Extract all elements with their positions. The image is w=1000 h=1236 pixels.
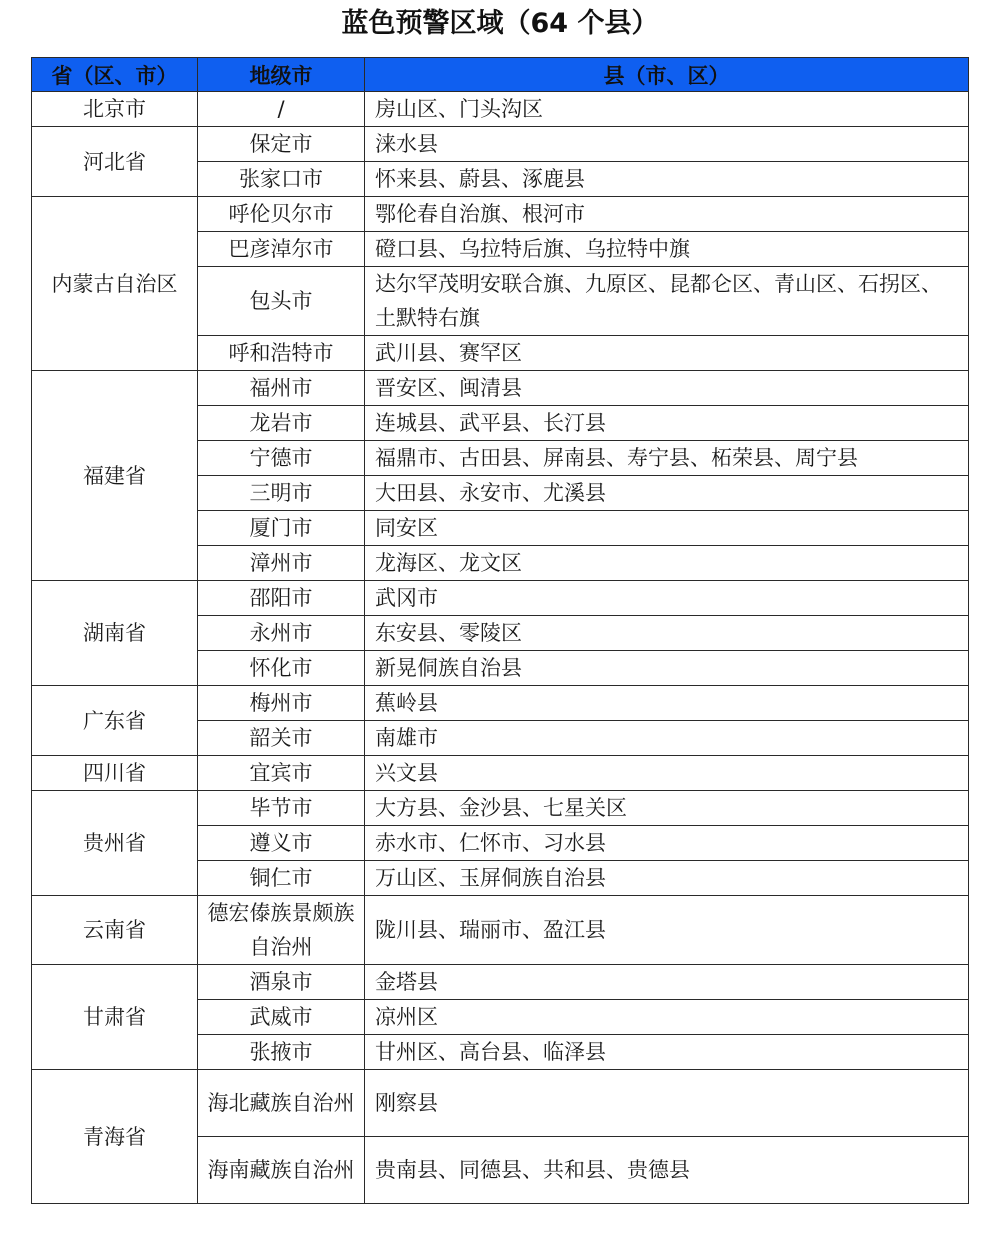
county-cell: 怀来县、蔚县、涿鹿县 <box>365 162 969 197</box>
city-cell: 巴彦淖尔市 <box>198 232 365 267</box>
city-cell: 邵阳市 <box>198 581 365 616</box>
warning-region-table <box>31 57 969 1204</box>
table-row <box>32 756 969 791</box>
county-cell: 龙海区、龙文区 <box>365 546 969 581</box>
county-cell: 晋安区、闽清县 <box>365 371 969 406</box>
city-cell: 宁德市 <box>198 441 365 476</box>
county-cell: 磴口县、乌拉特后旗、乌拉特中旗 <box>365 232 969 267</box>
table-body <box>32 92 969 1204</box>
county-cell: 凉州区 <box>365 1000 969 1035</box>
city-cell: 海北藏族自治州 <box>198 1070 365 1137</box>
county-cell: 万山区、玉屏侗族自治县 <box>365 861 969 896</box>
county-cell: 大田县、永安市、尤溪县 <box>365 476 969 511</box>
province-cell: 河北省 <box>32 127 198 197</box>
city-cell: 梅州市 <box>198 686 365 721</box>
province-cell: 四川省 <box>32 756 198 791</box>
header-province: 省（区、市） <box>32 58 198 92</box>
table-row <box>32 127 969 162</box>
table-row <box>32 1070 969 1137</box>
table-header-row <box>32 58 969 92</box>
city-cell: 保定市 <box>198 127 365 162</box>
county-cell: 涞水县 <box>365 127 969 162</box>
city-cell: 海南藏族自治州 <box>198 1137 365 1204</box>
city-cell: 武威市 <box>198 1000 365 1035</box>
county-cell: 连城县、武平县、长汀县 <box>365 406 969 441</box>
county-cell: 金塔县 <box>365 965 969 1000</box>
county-cell: 新晃侗族自治县 <box>365 651 969 686</box>
city-cell: / <box>198 92 365 127</box>
table-row <box>32 896 969 965</box>
province-cell: 广东省 <box>32 686 198 756</box>
table-row <box>32 791 969 826</box>
city-cell: 遵义市 <box>198 826 365 861</box>
table-row <box>32 92 969 127</box>
county-cell: 赤水市、仁怀市、习水县 <box>365 826 969 861</box>
province-cell: 湖南省 <box>32 581 198 686</box>
header-county: 县（市、区） <box>365 58 969 92</box>
city-cell: 张家口市 <box>198 162 365 197</box>
province-cell: 青海省 <box>32 1070 198 1204</box>
county-cell: 同安区 <box>365 511 969 546</box>
city-cell: 漳州市 <box>198 546 365 581</box>
city-cell: 呼伦贝尔市 <box>198 197 365 232</box>
page-title: 蓝色预警区域（64 个县） <box>341 8 659 39</box>
table-row <box>32 371 969 406</box>
city-cell: 酒泉市 <box>198 965 365 1000</box>
city-cell: 厦门市 <box>198 511 365 546</box>
city-cell: 龙岩市 <box>198 406 365 441</box>
province-cell: 甘肃省 <box>32 965 198 1070</box>
province-cell: 贵州省 <box>32 791 198 896</box>
province-cell: 福建省 <box>32 371 198 581</box>
table-row <box>32 686 969 721</box>
table-row <box>32 965 969 1000</box>
city-cell: 怀化市 <box>198 651 365 686</box>
table-row <box>32 197 969 232</box>
city-cell: 德宏傣族景颇族自治州 <box>198 896 365 965</box>
county-cell: 刚察县 <box>365 1070 969 1137</box>
province-cell: 云南省 <box>32 896 198 965</box>
county-cell: 贵南县、同德县、共和县、贵德县 <box>365 1137 969 1204</box>
county-cell: 房山区、门头沟区 <box>365 92 969 127</box>
county-cell: 武冈市 <box>365 581 969 616</box>
city-cell: 永州市 <box>198 616 365 651</box>
county-cell: 蕉岭县 <box>365 686 969 721</box>
header-city: 地级市 <box>198 58 365 92</box>
county-cell: 东安县、零陵区 <box>365 616 969 651</box>
county-cell: 福鼎市、古田县、屏南县、寿宁县、柘荣县、周宁县 <box>365 441 969 476</box>
city-cell: 呼和浩特市 <box>198 336 365 371</box>
city-cell: 铜仁市 <box>198 861 365 896</box>
province-cell: 北京市 <box>32 92 198 127</box>
county-cell: 兴文县 <box>365 756 969 791</box>
city-cell: 张掖市 <box>198 1035 365 1070</box>
table-row <box>32 581 969 616</box>
city-cell: 宜宾市 <box>198 756 365 791</box>
county-cell: 大方县、金沙县、七星关区 <box>365 791 969 826</box>
county-cell: 武川县、赛罕区 <box>365 336 969 371</box>
county-cell: 达尔罕茂明安联合旗、九原区、昆都仑区、青山区、石拐区、土默特右旗 <box>365 267 969 336</box>
city-cell: 毕节市 <box>198 791 365 826</box>
city-cell: 韶关市 <box>198 721 365 756</box>
county-cell: 鄂伦春自治旗、根河市 <box>365 197 969 232</box>
county-cell: 陇川县、瑞丽市、盈江县 <box>365 896 969 965</box>
county-cell: 南雄市 <box>365 721 969 756</box>
city-cell: 包头市 <box>198 267 365 336</box>
city-cell: 三明市 <box>198 476 365 511</box>
county-cell: 甘州区、高台县、临泽县 <box>365 1035 969 1070</box>
province-cell: 内蒙古自治区 <box>32 197 198 371</box>
city-cell: 福州市 <box>198 371 365 406</box>
